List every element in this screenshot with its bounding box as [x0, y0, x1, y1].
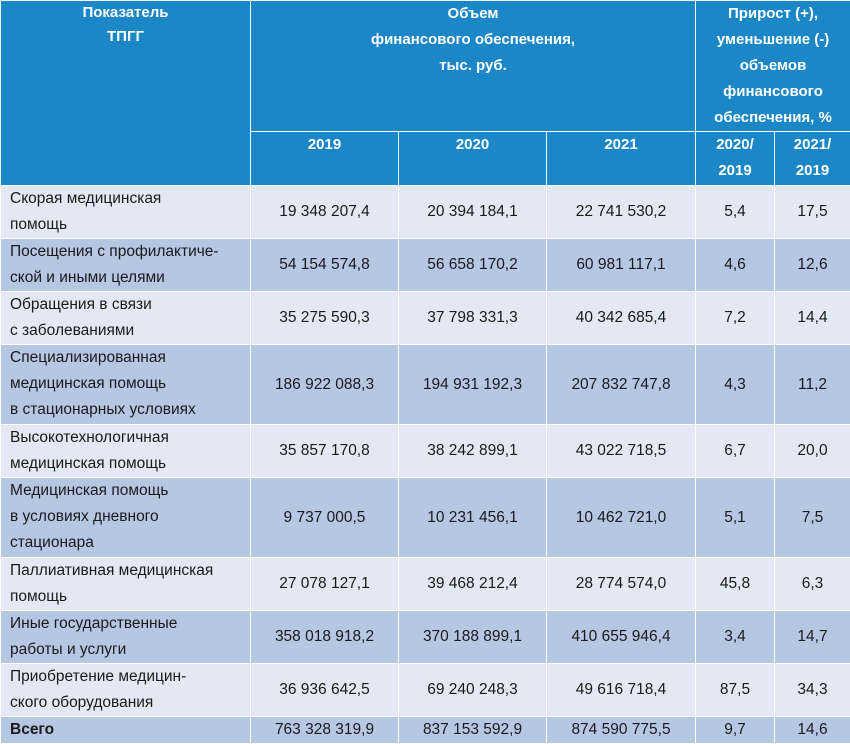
value-2021: 207 832 747,8 — [547, 345, 696, 425]
row-name — [1, 478, 251, 558]
value-2021: 410 655 946,4 — [547, 611, 696, 664]
table-row — [1, 425, 850, 478]
value-2020: 56 658 170,2 — [399, 239, 547, 292]
row-name-line: медицинская помощь — [10, 451, 250, 477]
value-2021: 60 981 117,1 — [547, 239, 696, 292]
growth-header — [696, 1, 850, 132]
growth-header-line4: финансового — [696, 79, 850, 105]
row-name — [1, 425, 251, 478]
growth-2021: 14,7 — [775, 611, 850, 664]
year-2019-header: 2019 — [251, 132, 399, 186]
value-2021: 10 462 721,0 — [547, 478, 696, 558]
volume-header-line2: финансового обеспечения, — [251, 27, 695, 53]
row-name-line: Скорая медицинская — [10, 186, 250, 212]
value-2019: 358 018 918,2 — [251, 611, 399, 664]
row-name-line: Посещения с профилактиче- — [10, 239, 250, 265]
row-name-line: Паллиативная медицинская — [10, 558, 250, 584]
row-name — [1, 186, 251, 239]
total-2021: 874 590 775,5 — [547, 717, 696, 744]
total-growth-2020: 9,7 — [696, 717, 775, 744]
growth-2020: 5,4 — [696, 186, 775, 239]
growth-2020: 7,2 — [696, 292, 775, 345]
volume-header — [251, 1, 696, 132]
total-2020: 837 153 592,9 — [399, 717, 547, 744]
year-2021-header: 2021 — [547, 132, 696, 186]
growth-2021: 14,4 — [775, 292, 850, 345]
row-name — [1, 292, 251, 345]
indicator-header-line1: Показатель — [1, 1, 250, 25]
value-2020: 69 240 248,3 — [399, 664, 547, 717]
value-2020: 10 231 456,1 — [399, 478, 547, 558]
table-row — [1, 239, 850, 292]
row-name — [1, 345, 251, 425]
table-row — [1, 345, 850, 425]
value-2020: 370 188 899,1 — [399, 611, 547, 664]
value-2019: 186 922 088,3 — [251, 345, 399, 425]
growth-2021: 6,3 — [775, 558, 850, 611]
growth-2020: 45,8 — [696, 558, 775, 611]
ratio-2020-header — [696, 132, 775, 186]
table-row — [1, 558, 850, 611]
row-name-line: ского оборудования — [10, 690, 250, 716]
row-name-line: Приобретение медицин- — [10, 664, 250, 690]
ratio-2020-line1: 2020/ — [696, 132, 774, 158]
value-2020: 37 798 331,3 — [399, 292, 547, 345]
row-name-line: Высокотехнологичная — [10, 425, 250, 451]
ratio-2021-header — [775, 132, 850, 186]
growth-2021: 12,6 — [775, 239, 850, 292]
growth-2020: 5,1 — [696, 478, 775, 558]
row-name-line: помощь — [10, 584, 250, 610]
growth-2020: 87,5 — [696, 664, 775, 717]
row-name — [1, 558, 251, 611]
value-2021: 43 022 718,5 — [547, 425, 696, 478]
growth-header-line2: уменьшение (-) — [696, 27, 850, 53]
row-name — [1, 664, 251, 717]
volume-header-line3: тыс. руб. — [251, 53, 695, 79]
value-2021: 49 616 718,4 — [547, 664, 696, 717]
growth-2021: 11,2 — [775, 345, 850, 425]
row-name-line: медицинская помощь — [10, 371, 250, 397]
row-name-line: в стационарных условиях — [10, 397, 250, 423]
growth-2021: 20,0 — [775, 425, 850, 478]
year-2020-header: 2020 — [399, 132, 547, 186]
table-row — [1, 478, 850, 558]
table-row — [1, 611, 850, 664]
growth-2020: 4,3 — [696, 345, 775, 425]
row-name-line: стационара — [10, 530, 250, 556]
growth-2021: 7,5 — [775, 478, 850, 558]
row-name-line: Медицинская помощь — [10, 478, 250, 504]
value-2021: 22 741 530,2 — [547, 186, 696, 239]
row-name-line: ской и иными целями — [10, 265, 250, 291]
volume-header-line1: Объем — [251, 1, 695, 27]
row-name-line: с заболеваниями — [10, 318, 250, 344]
value-2020: 20 394 184,1 — [399, 186, 547, 239]
total-2019: 763 328 319,9 — [251, 717, 399, 744]
row-name-line: помощь — [10, 212, 250, 238]
row-name-line: в условиях дневного — [10, 504, 250, 530]
growth-header-line3: объемов — [696, 53, 850, 79]
ratio-2021-line2: 2019 — [775, 158, 850, 184]
row-name-line: работы и услуги — [10, 637, 250, 663]
indicator-header — [1, 1, 251, 186]
value-2019: 9 737 000,5 — [251, 478, 399, 558]
value-2020: 38 242 899,1 — [399, 425, 547, 478]
total-label: Всего — [1, 717, 251, 744]
row-name-line: Иные государственные — [10, 611, 250, 637]
ratio-2020-line2: 2019 — [696, 158, 774, 184]
value-2020: 39 468 212,4 — [399, 558, 547, 611]
growth-header-line1: Прирост (+), — [696, 1, 850, 27]
growth-2021: 17,5 — [775, 186, 850, 239]
row-name — [1, 239, 251, 292]
table-row — [1, 186, 850, 239]
value-2021: 28 774 574,0 — [547, 558, 696, 611]
growth-header-line5: обеспечения, % — [696, 105, 850, 131]
value-2020: 194 931 192,3 — [399, 345, 547, 425]
row-name-line: Обращения в связи — [10, 292, 250, 318]
growth-2020: 3,4 — [696, 611, 775, 664]
ratio-2021-line1: 2021/ — [775, 132, 850, 158]
value-2019: 36 936 642,5 — [251, 664, 399, 717]
value-2019: 35 857 170,8 — [251, 425, 399, 478]
row-name-line: Специализированная — [10, 345, 250, 371]
table-row — [1, 292, 850, 345]
total-row — [1, 717, 850, 744]
growth-2021: 34,3 — [775, 664, 850, 717]
growth-2020: 6,7 — [696, 425, 775, 478]
header-row — [1, 1, 850, 132]
row-name — [1, 611, 251, 664]
value-2019: 19 348 207,4 — [251, 186, 399, 239]
value-2019: 27 078 127,1 — [251, 558, 399, 611]
total-growth-2021: 14,6 — [775, 717, 850, 744]
value-2019: 35 275 590,3 — [251, 292, 399, 345]
growth-2020: 4,6 — [696, 239, 775, 292]
value-2021: 40 342 685,4 — [547, 292, 696, 345]
value-2019: 54 154 574,8 — [251, 239, 399, 292]
indicator-header-line2: ТПГГ — [1, 25, 250, 49]
table-row — [1, 664, 850, 717]
